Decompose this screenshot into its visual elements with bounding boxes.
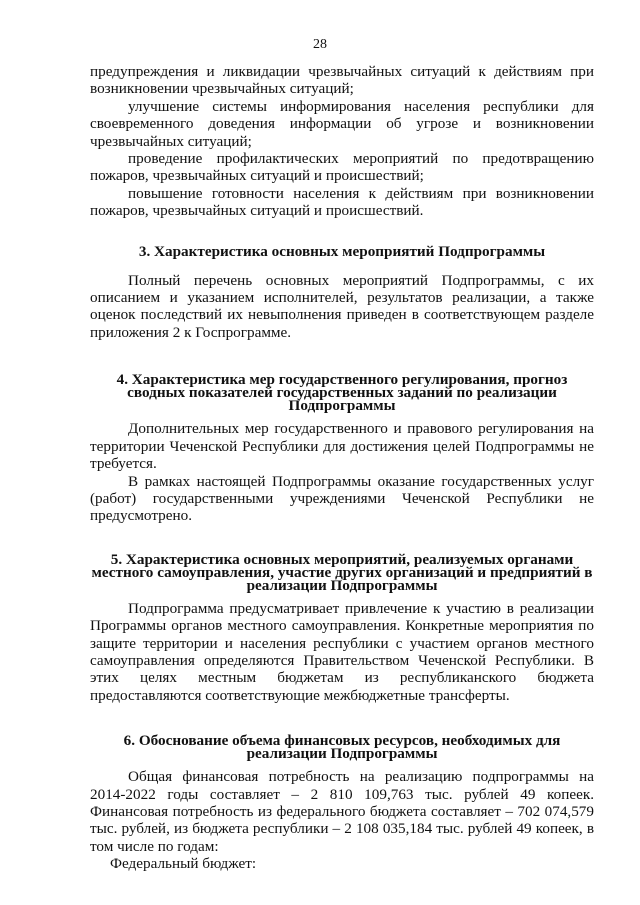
section-5-heading: 5. Характеристика основных мероприятий, реализуемых органами местного самоуправления, участие других организаций и предприятий в реализации Подпрограммы <box>91 550 593 594</box>
intro-paragraph: повышение готовности населения к действиям при возникновении пожаров, чрезвычайных ситуаций и происшествий. <box>90 184 594 220</box>
intro-paragraph: проведение профилактических мероприятий по предотвращению пожаров, чрезвычайных ситуаций и происшествий; <box>90 150 594 185</box>
section-4-paragraph: Дополнительных мер государственного и правового регулирования на территории Чеченской Республики для достижения целей Подпрограммы не требуется. <box>90 420 594 473</box>
section-6-heading: 6. Обоснование объема финансовых ресурсов, необходимых для реализации Подпрограммы <box>123 732 561 763</box>
intro-paragraph: предупреждения и ликвидации чрезвычайных ситуаций к действиям при возникновении чрезвычайных ситуаций; <box>90 63 594 98</box>
page-content <box>90 63 594 873</box>
section-4-heading: 4. Характеристика мер государственного регулирования, прогноз сводных показателей государственных заданий по реализации Подпрограммы <box>116 371 568 415</box>
section-5-paragraph: Подпрограмма предусматривает привлечение к участию в реализации Программы органов местного самоуправления. Конкретные мероприятия по защите территории и населения республики с участием органов местного самоуправления определяются Правительством Чеченской Республики. В этих целях местным бюджетам из республиканского бюджета предоставляются соответствующие межбюджетные трансферты. <box>90 599 594 704</box>
section-4-paragraph: В рамках настоящей Подпрограммы оказание государственных услуг (работ) государственными учреждениями Чеченской Республики не предусмотрено. <box>90 472 594 525</box>
section-3-heading: 3. Характеристика основных мероприятий Подпрограммы <box>138 242 546 260</box>
section-3-paragraph: Полный перечень основных мероприятий Подпрограммы, с их описанием и указанием исполнителей, результатов реализации, а также оценок последствий их невыполнения приведен в соответствующем разделе приложения 2 к Госпрограмме. <box>90 271 594 341</box>
section-6-paragraph: Общая финансовая потребность на реализацию подпрограммы на 2014-2022 годы составляет – 2 810 109,763 тыс. рублей 49 копеек. Финансовая потребность из федерального бюджета составляет – 702 074,579 тыс. рублей, из бюджета республики – 2 108 035,184 тыс. рублей 49 копеек, в том числе по годам: <box>90 768 594 855</box>
page-number: 28 <box>313 37 327 52</box>
section-6-last-line: Федеральный бюджет: <box>110 855 257 873</box>
intro-paragraph: улучшение системы информирования населения республики для своевременного доведения информации об угрозе и возникновении чрезвычайных ситуаций; <box>90 97 594 150</box>
